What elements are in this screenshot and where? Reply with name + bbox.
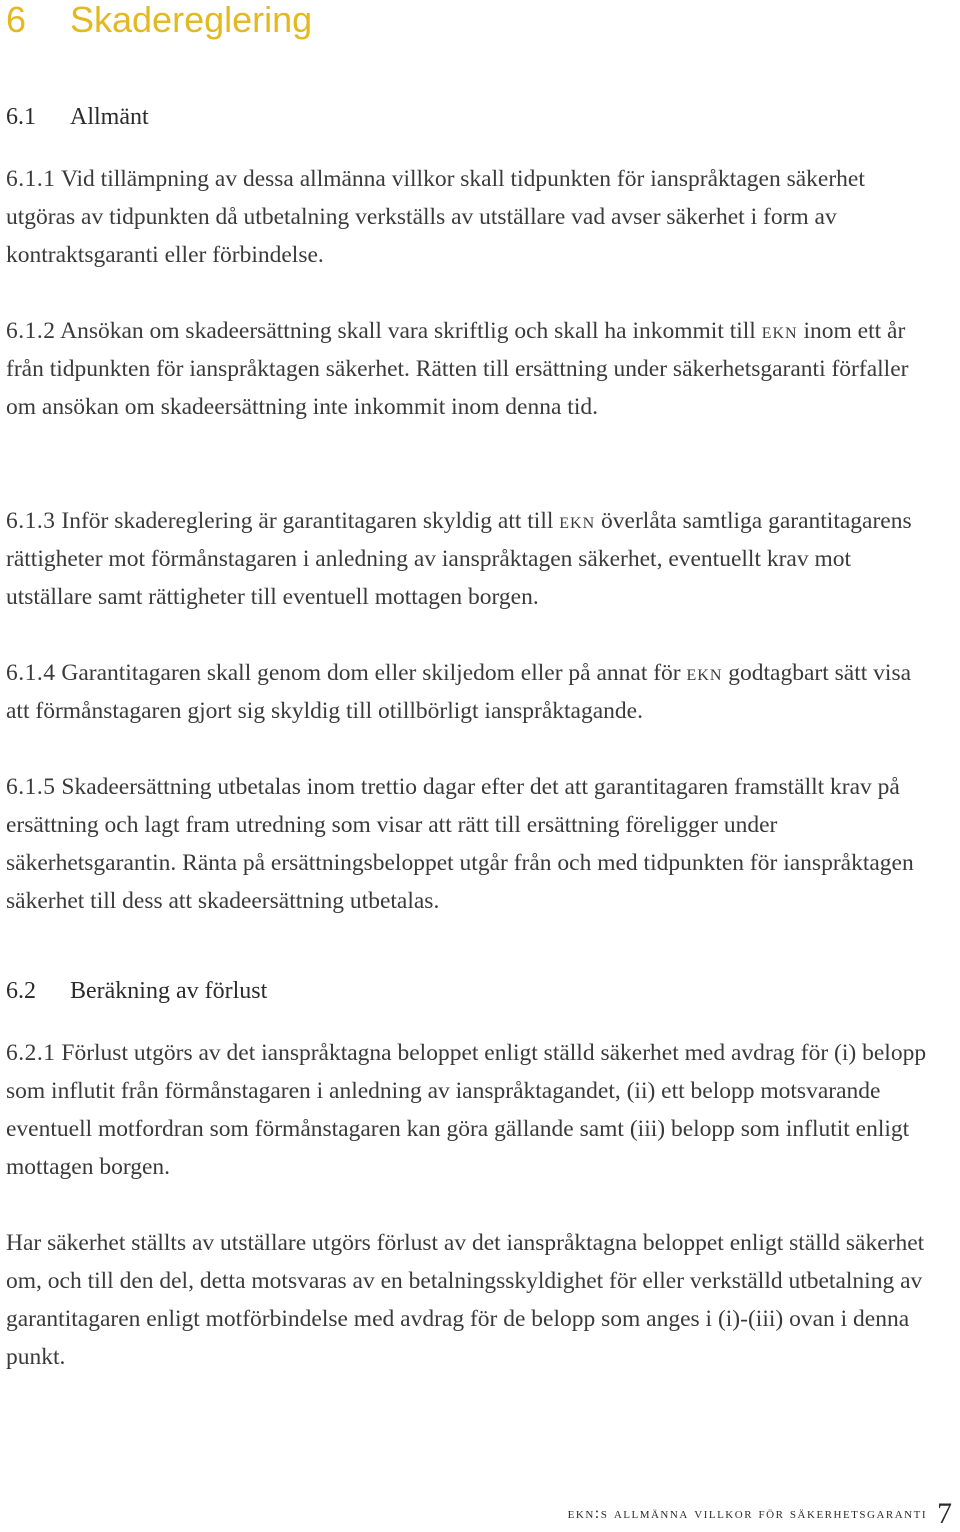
paragraph-text: Har säkerhet ställts av utställare utgörs förlust av det ianspråktagna beloppet enligt ställd säkerhet om, och till den del, detta motsvaras av en betalningsskyldighet för eller verkställd utbetalning av garantitagaren enligt motförbindelse med avdrag för de belopp som anges i (i)-(iii) ovan i denna punkt. [6,1230,925,1370]
paragraph-number: 6.1.1 [6,166,56,192]
paragraph-text-b: inom ett år från tidpunkten för ianspråktagen säkerhet. Rätten till ersättning under säkerhetsgaranti förfaller om ansökan om skadeersättning inte inkommit inom denna tid. [6,318,909,420]
paragraph-6-1-4 [6,654,938,730]
paragraph-6-1-3 [6,502,938,616]
paragraph-text: Vid tillämpning av dessa allmänna villkor skall tidpunkten för ianspråktagen säkerhet utgöras av tidpunkten då utbetalning verkställs av utställare vad avser säkerhet i form av kontraktsgaranti eller förbindelse. [6,166,865,268]
section-heading-6-2 [6,976,267,1006]
paragraph-text: Skadeersättning utbetalas inom trettio dagar efter det att garantitagaren framställt krav på ersättning och lagt fram utredning som visar att rätt till ersättning föreligger under säkerhetsgarantin. Ränta på ersättningsbeloppet utgår från och med tidpunkten för ianspråktagen säkerhet till dess att skadeersättning utbetalas. [6,774,914,914]
paragraph-6-1-2 [6,312,938,426]
paragraph-text-a: Inför skadereglering är garantitagaren skyldig att till [61,508,554,534]
paragraph-text-b: godtagbart sätt visa att förmånstagaren gjort sig skyldig till otillbörligt ianspråktagande. [6,660,912,724]
paragraph-6-2-1 [6,1034,938,1186]
page-number: 7 [937,1497,952,1530]
abbreviation-ekn: ekn [686,660,723,686]
paragraph-text-b: överlåta samtliga garantitagarens rättigheter mot förmånstagaren i anledning av ianspråktagen säkerhet, eventuellt krav mot utställare samt rättigheter till eventuell mottagen borgen. [6,508,912,610]
chapter-number: 6 [6,0,27,40]
paragraph-6-1-5 [6,768,938,920]
footer-title: ekn:s allmänna villkor för säkerhetsgaranti [567,1505,927,1522]
section-heading-6-1 [6,102,149,132]
chapter-title-text: Skadereglering [70,0,313,40]
section-title: Allmänt [70,104,149,130]
section-number: 6.1 [6,104,36,130]
paragraph-text-a: Garantitagaren skall genom dom eller skiljedom eller på annat för [61,660,681,686]
paragraph-number: 6.1.3 [6,508,56,534]
paragraph-number: 6.2.1 [6,1040,56,1066]
section-title: Beräkning av förlust [70,978,268,1004]
abbreviation-ekn: ekn [559,508,596,534]
section-number: 6.2 [6,978,36,1004]
paragraph-6-2-1-continued [6,1224,938,1376]
paragraph-number: 6.1.2 [6,318,56,344]
abbreviation-ekn: ekn [761,318,798,344]
paragraph-text: Förlust utgörs av det ianspråktagna beloppet enligt ställd säkerhet med avdrag för (i) belopp som influtit från förmånstagaren i anledning av ianspråktagandet, (ii) ett belopp motsvarande eventuell motfordran som förmånstagaren kan göra gällande samt (iii) belopp som influtit enligt mottagen borgen. [6,1040,927,1180]
paragraph-6-1-1 [6,160,938,274]
paragraph-number: 6.1.4 [6,660,56,686]
chapter-title [6,0,312,42]
page-footer [568,1496,952,1532]
paragraph-text-a: Ansökan om skadeersättning skall vara skriftlig och skall ha inkommit till [60,318,756,344]
paragraph-number: 6.1.5 [6,774,56,800]
